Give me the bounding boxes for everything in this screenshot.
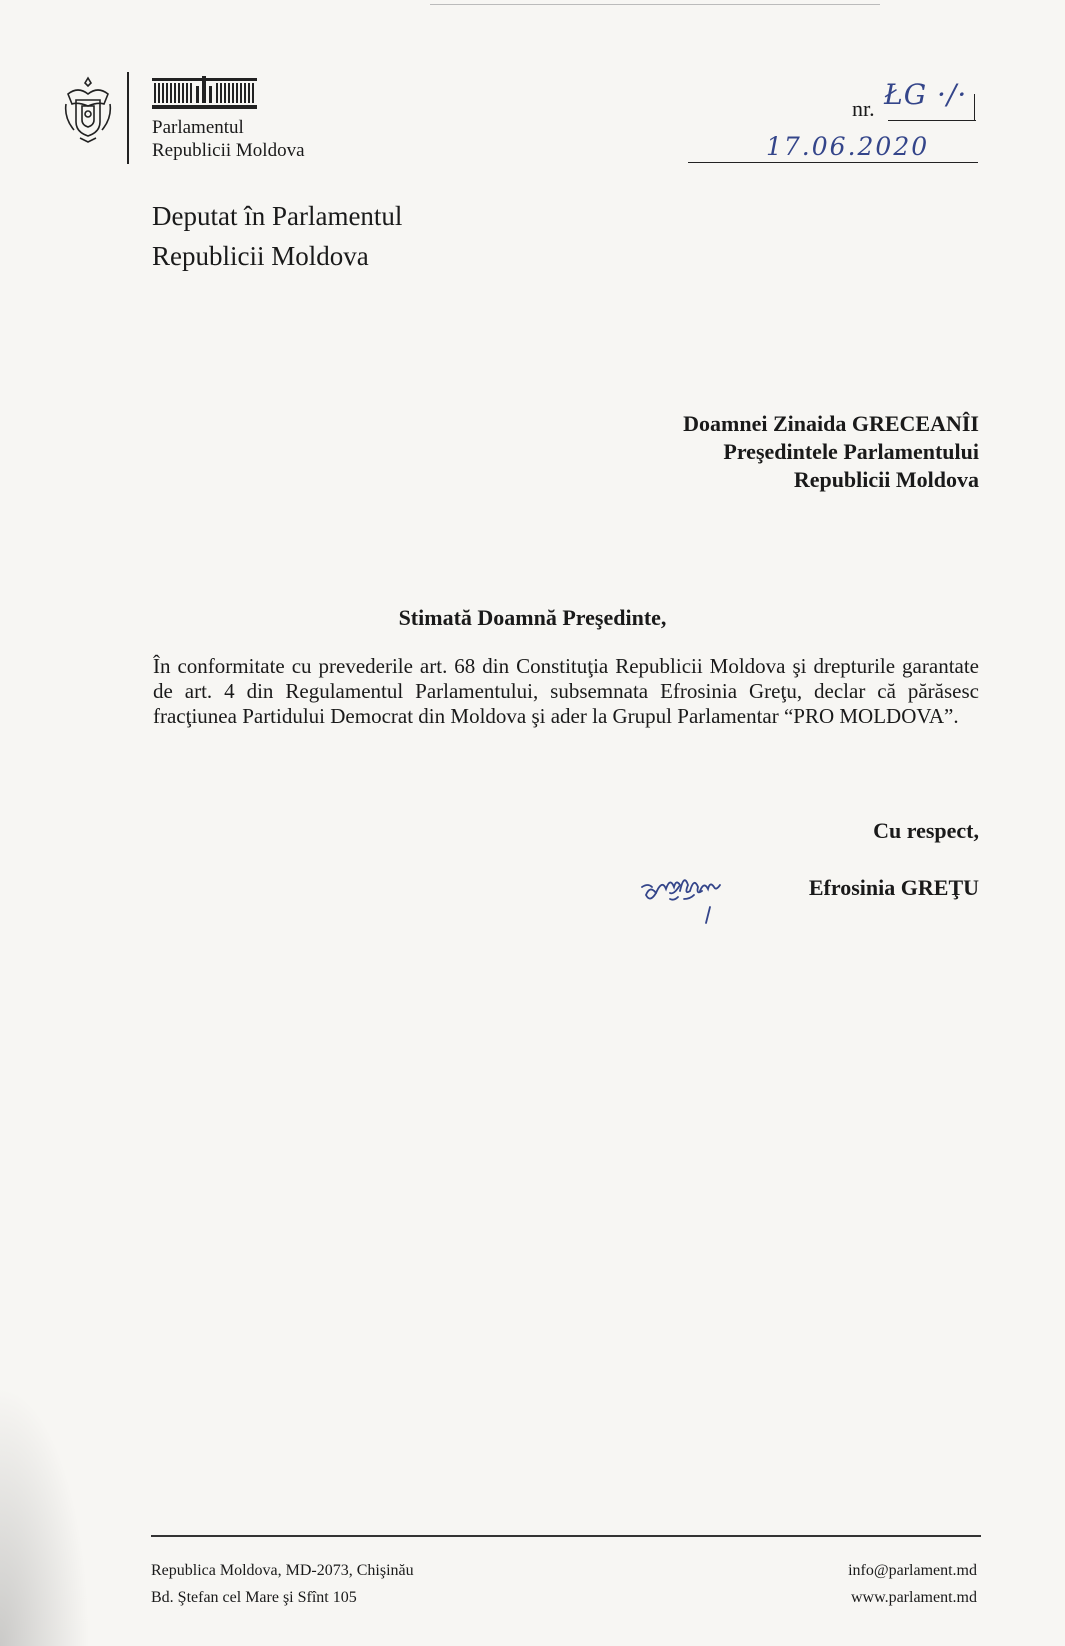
sender-title-line1: Deputat în Parlamentul xyxy=(152,201,403,231)
letter-body: În conformitate cu prevederile art. 68 din Constituţia Republicii Moldova şi drepturile garantate de art. 4 din Regulamentul Parlamentului, subsemnata Efrosinia Greţu, declar că părăsesc fracţiunea Partidului Democrat din Moldova şi ader la Grupul Parlamentar “PRO MOLDOVA”. xyxy=(153,654,979,728)
footer-website: www.parlament.md xyxy=(850,1589,977,1606)
footer-email: info@parlament.md xyxy=(848,1562,977,1579)
org-name-line2: Republicii Moldova xyxy=(152,140,305,161)
recipient-block xyxy=(683,410,979,494)
nr-underline xyxy=(888,120,976,121)
handwritten-signature xyxy=(640,865,740,927)
closing: Cu respect, xyxy=(873,818,979,843)
scan-shadow xyxy=(0,1386,90,1646)
organization-name xyxy=(152,116,305,162)
recipient-line3: Republicii Moldova xyxy=(793,467,979,492)
nr-label: nr. xyxy=(852,96,875,121)
date-underline xyxy=(688,162,978,163)
sender-title xyxy=(152,196,402,276)
salutation: Stimată Doamnă Preşedinte, xyxy=(398,605,667,630)
top-edge-line xyxy=(430,4,880,5)
footer-divider xyxy=(151,1535,981,1537)
coat-of-arms-icon xyxy=(62,74,114,146)
footer-address-line2: Bd. Ştefan cel Mare şi Sfînt 105 xyxy=(151,1589,357,1606)
recipient-line2: Preşedintele Parlamentului xyxy=(723,439,979,464)
header-divider xyxy=(127,72,129,164)
nr-tick xyxy=(974,94,975,120)
registration-number-handwritten: ŁG ·/· xyxy=(884,78,968,111)
org-name-line1: Parlamentul xyxy=(152,117,244,138)
footer-address-line1: Republica Moldova, MD-2073, Chişinău xyxy=(151,1562,414,1579)
recipient-line1: Doamnei Zinaida GRECEANÎI xyxy=(683,411,979,436)
signer-name: Efrosinia GREŢU xyxy=(808,875,979,900)
sender-title-line2: Republicii Moldova xyxy=(152,241,369,271)
footer-contacts xyxy=(848,1557,977,1611)
registration-block xyxy=(688,78,980,166)
footer-address xyxy=(151,1557,414,1611)
registration-date-handwritten: 17.06.2020 xyxy=(766,132,930,161)
parliament-building-icon xyxy=(151,74,258,110)
